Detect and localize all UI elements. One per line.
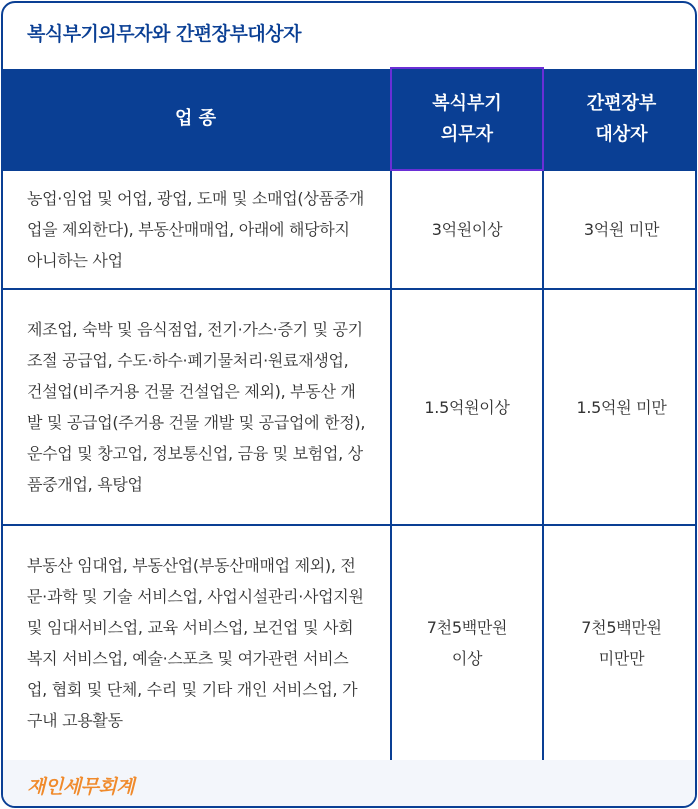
header-simple-book-line2: 대상자 <box>595 123 648 145</box>
industry-cell: 농업·임업 및 어업, 광업, 도매 및 소매업(상품중개업을 제외한다), 부동산매매업, 아래에 해당하지 아니하는 사업 <box>1 170 391 289</box>
simple-book-line1: 7천5백만원 <box>581 618 662 637</box>
double-entry-cell: 3억원이상 <box>391 170 543 289</box>
header-double-entry-line1: 복식부기 <box>432 93 502 114</box>
simple-book-cell <box>543 525 697 761</box>
header-industry: 업 종 <box>1 68 391 170</box>
header-double-entry <box>391 68 543 170</box>
industry-cell: 제조업, 숙박 및 음식점업, 전기·가스·증기 및 공기조절 공급업, 수도·하수·폐기물처리·원료재생업, 건설업(비주거용 건물 건설업은 제외), 부동산 개발 및 공급업(주거용 건물 개발 및 공급업에 한정), 운수업 및 창고업, 정보통신업, 금융 및 보험업, 상품중개업, 욕탕업 <box>1 289 391 525</box>
table-row <box>1 289 697 525</box>
page-title: 복식부기의무자와 간편장부대상자 <box>27 23 301 45</box>
footer <box>3 760 697 808</box>
brand-logo: 재인세무회계 <box>27 776 135 798</box>
table-row <box>1 170 697 289</box>
double-entry-line1: 7천5백만원 <box>426 618 508 637</box>
double-entry-cell: 1.5억원이상 <box>391 289 543 525</box>
info-card <box>1 1 697 808</box>
table-row <box>1 525 697 761</box>
table-header-row <box>1 68 697 170</box>
header-simple-book <box>543 68 697 170</box>
double-entry-cell <box>391 525 543 761</box>
header-simple-book-line1: 간편장부 <box>586 92 657 114</box>
double-entry-line2: 이상 <box>451 649 483 668</box>
simple-book-cell: 1.5억원 미만 <box>543 289 697 525</box>
industry-cell: 부동산 임대업, 부동산업(부동산매매업 제외), 전문·과학 및 기술 서비스업, 사업시설관리·사업지원 및 임대서비스업, 교육 서비스업, 보건업 및 사회복지 서비스업, 예술·스포츠 및 여가관련 서비스업, 협회 및 단체, 수리 및 기타 개인 서비스업, 가구내 고용활동 <box>1 525 391 761</box>
simple-book-cell: 3억원 미만 <box>543 170 697 289</box>
header-double-entry-line2: 의무자 <box>440 124 494 145</box>
simple-book-line2: 미만만 <box>598 649 645 668</box>
bookkeeping-table <box>1 67 697 762</box>
